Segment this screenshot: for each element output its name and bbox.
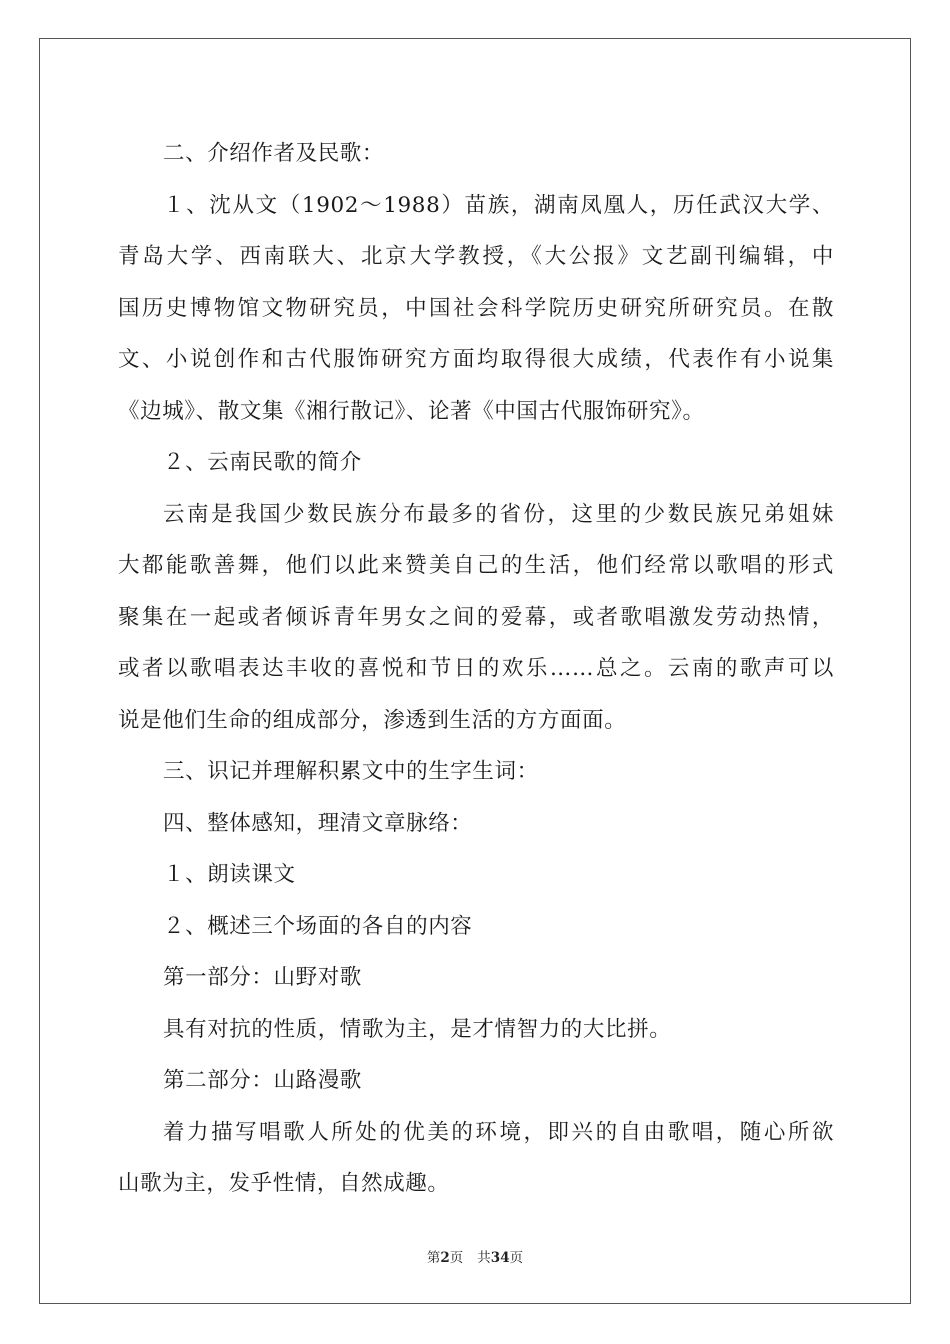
total-suffix: 页 <box>509 1250 524 1266</box>
paragraph-line: 云南是我国少数民族分布最多的省份，这里的少数民族兄弟姐妹 <box>163 501 834 527</box>
part-heading-two: 第二部分：山路漫歌 <box>163 1068 362 1093</box>
section-heading-overview: 四、整体感知，理清文章脉络： <box>163 810 473 836</box>
part-heading-one: 第一部分：山野对歌 <box>163 965 362 990</box>
paragraph-line: 大都能歌善舞，他们以此来赞美自己的生活，他们经常以歌唱的形式 <box>118 553 834 578</box>
page-suffix: 页 <box>449 1250 464 1266</box>
page-prefix: 第 <box>426 1250 441 1266</box>
paragraph-line: 《边城》、散文集《湘行散记》、论著《中国古代服饰研究》。 <box>118 398 705 424</box>
paragraph-line: 说是他们生命的组成部分，渗透到生活的方方面面。 <box>118 707 627 733</box>
paragraph-line: 山歌为主，发乎性情，自然成趣。 <box>118 1171 450 1196</box>
paragraph-line: 文、小说创作和古代服饰研究方面均取得很大成绩，代表作有小说集 <box>118 347 834 372</box>
document-body <box>118 128 834 1210</box>
paragraph-line: 着力描写唱歌人所处的优美的环境，即兴的自由歌唱，随心所欲 <box>163 1119 834 1145</box>
paragraph-line: 聚集在一起或者倾诉青年男女之间的爱幕，或者歌唱激发劳动热情， <box>118 604 834 630</box>
list-item-summarize-scenes: ２、概述三个场面的各自的内容 <box>163 913 473 939</box>
paragraph-line: １、沈从文（1902～1988）苗族，湖南凤凰人，历任武汉大学、 <box>163 192 834 218</box>
total-prefix: 共 <box>477 1250 491 1266</box>
paragraph-line: 国历史博物馆文物研究员，中国社会科学院历史研究所研究员。在散 <box>118 295 834 321</box>
total-pages: 34 <box>490 1250 510 1266</box>
page-footer <box>0 1246 950 1266</box>
paragraph-line: 或者以歌唱表达丰收的喜悦和节日的欢乐……总之。云南的歌声可以 <box>118 656 834 681</box>
section-heading-vocabulary: 三、识记并理解积累文中的生字生词： <box>163 759 539 784</box>
paragraph-line: 具有对抗的性质，情歌为主，是才情智力的大比拼。 <box>163 1016 672 1042</box>
list-item-read-aloud: １、朗读课文 <box>163 862 296 887</box>
subheading-yunnan-folk-songs: ２、云南民歌的简介 <box>163 450 362 475</box>
section-heading-author-folk-songs: 二、介绍作者及民歌： <box>163 141 385 166</box>
paragraph-line: 青岛大学、西南联大、北京大学教授，《大公报》文艺副刊编辑，中 <box>118 244 834 269</box>
current-page-number: 2 <box>440 1250 450 1266</box>
